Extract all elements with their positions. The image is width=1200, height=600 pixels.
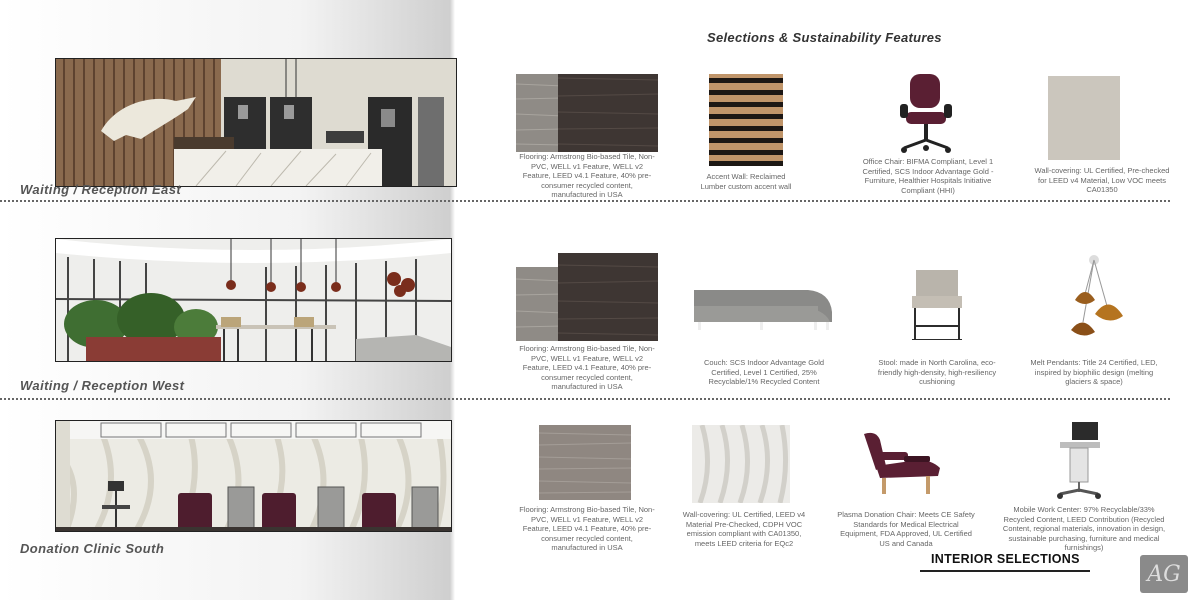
item-caption: Flooring: Armstrong Bio-based Tile, Non-PVC, WELL v1 Feature, WELL v2 Feature, LEED v4.1 Feature, 40% pre-consumer recycled content, manufactured in USA: [519, 344, 655, 391]
item-caption: Flooring: Armstrong Bio-based Tile, Non-PVC, WELL v1 Feature, WELL v2 Feature, LEED v4.1 Feature, 40% pre-consumer recycled content, manufactured in USA: [519, 152, 655, 199]
pendant-light-icon: [1055, 252, 1133, 344]
work-center-icon: [1052, 420, 1108, 500]
item-caption: Stool: made in North Carolina, eco-friendly high-density, high-resiliency cushioning: [877, 358, 997, 386]
ag-logo: AG: [1140, 555, 1188, 593]
elevation-donation-clinic: [55, 420, 452, 532]
section-label-reception-west: Waiting / Reception West: [20, 378, 185, 393]
donation-chair-icon: [858, 430, 946, 496]
section-label-donation-clinic: Donation Clinic South: [20, 541, 165, 556]
section-label-reception-east: Waiting / Reception East: [20, 182, 182, 197]
elevation-reception-west: [55, 238, 452, 362]
item-caption: Mobile Work Center: 97% Recyclable/33% Recycled Content, LEED Contribution (Recycled Content, regional materials, innovation in design, sustainable purchasing, furniture and medical furnishings): [1002, 505, 1166, 552]
elevation-reception-east: [55, 58, 457, 187]
item-caption: Wall-covering: UL Certified, LEED v4 Material Pre-Checked, CDPH VOC emission compliant with CA01350, meets LEED criteria for EQc2: [682, 510, 806, 548]
item-caption: Accent Wall: Reclaimed Lumber custom accent wall: [700, 172, 792, 191]
item-caption: Office Chair: BIFMA Compliant, Level 1 Certified, SCS Indoor Advantage Gold - Furniture, Healthier Hospitals Initiative Compliant (HHI): [862, 157, 994, 195]
item-caption: Wall-covering: UL Certified, Pre-checked for LEED v4 Material, Low VOC meets CA01350: [1034, 166, 1170, 194]
interior-selections-title: INTERIOR SELECTIONS: [931, 552, 1080, 566]
item-caption: Flooring: Armstrong Bio-based Tile, Non-PVC, WELL v1 Feature, WELL v2 Feature, LEED v4.1 Feature, 40% pre-consumer recycled content, manufactured in USA: [519, 505, 655, 552]
title-underline: [920, 570, 1090, 572]
section-divider: [0, 200, 1170, 202]
wallcovering-swatch-icon: [1048, 76, 1120, 160]
item-caption: Couch: SCS Indoor Advantage Gold Certified, Level 1 Certified, 25% Recyclable/1% Recycled Content: [703, 358, 825, 386]
stool-icon: [906, 270, 968, 340]
item-caption: Plasma Donation Chair: Meets CE Safety Standards for Medical Electrical Equipment, FDA Approved, UL Certified US and Canada: [837, 510, 975, 548]
wood-slat-swatch-icon: [709, 74, 783, 166]
office-chair-icon: [898, 72, 956, 154]
wallcovering-swatch-icon: [692, 425, 790, 503]
item-caption: Melt Pendants: Title 24 Certified, LED, inspired by biophilic design (melting glaciers & space): [1030, 358, 1158, 386]
section-divider: [0, 398, 1170, 400]
flooring-swatch-icon: [516, 74, 658, 152]
board-title: Selections & Sustainability Features: [707, 30, 942, 45]
couch-icon: [690, 284, 836, 332]
flooring-swatch-icon: [516, 253, 658, 341]
flooring-swatch-icon: [539, 425, 631, 500]
